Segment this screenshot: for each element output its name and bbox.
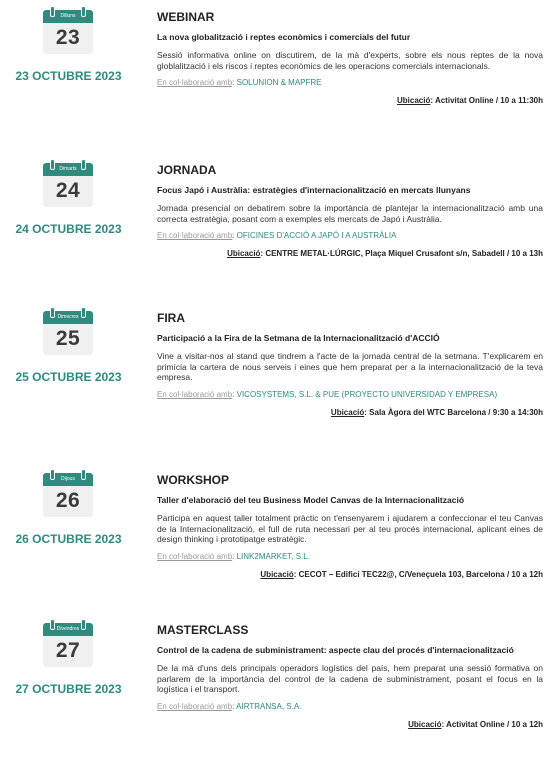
event-location: Ubicació: Activitat Online / 10 a 11:30h	[397, 96, 543, 105]
collaboration-partner: AIRTRANSA, S.A.	[236, 701, 302, 711]
event-type: MASTERCLASS	[157, 623, 249, 637]
event-date: 26 OCTUBRE 2023	[15, 532, 122, 546]
location-value: Activitat Online / 10 a 11:30h	[434, 96, 543, 105]
event-type: WEBINAR	[157, 10, 215, 24]
collaboration-partner: SOLUNION & MAPFRE	[236, 78, 322, 87]
calendar-icon	[43, 10, 93, 54]
calendar-icon	[43, 623, 93, 667]
event-description: Jornada presencial on debatirem sobre la importància de plantejar la internacionalització amb una correcta estratègia, posant com a exemples els mercats de Japó i Austràlia.	[157, 203, 543, 224]
event-title: Taller d'elaboració del teu Business Model Canvas de la Internacionalització	[157, 495, 465, 505]
location-label: Ubicació	[397, 96, 431, 105]
calendar-ring	[50, 469, 55, 480]
event-location: Ubicació: CENTRE METAL·LÚRGIC, Plaça Miquel Crusafont s/n, Sabadell / 10 a 13h	[227, 249, 543, 258]
calendar-day: 26	[55, 489, 81, 512]
calendar-day: 23	[55, 26, 81, 49]
calendar-icon	[43, 163, 93, 207]
event-date: 25 OCTUBRE 2023	[15, 370, 122, 384]
location-label: Ubicació	[227, 249, 261, 258]
event-type: JORNADA	[157, 163, 217, 177]
calendar-weekday: Dimarts	[43, 163, 93, 176]
calendar-ring	[50, 307, 55, 318]
location-value: Sala Àgora del WTC Barcelona / 9:30 a 14:30h	[369, 407, 543, 417]
event-collaboration: En col·laboració amb: OFICINES D'ACCIÓ A JAPÓ I A AUSTRÀLIA	[157, 231, 397, 240]
calendar-day: 27	[55, 639, 81, 662]
event-title: La nova globalització i reptes econòmics i comercials del futur	[157, 32, 411, 42]
location-label: Ubicació	[260, 569, 294, 579]
calendar-weekday: Dimecres	[43, 311, 93, 324]
calendar-ring	[81, 6, 86, 17]
event-location: Ubicació: Sala Àgora del WTC Barcelona / 9:30 a 14:30h	[330, 407, 543, 417]
calendar-icon	[43, 311, 93, 355]
event-title: Participació a la Fira de la Setmana de la Internacionalització d'ACCIÓ	[157, 333, 440, 343]
collaboration-label: En col·laboració amb	[157, 78, 233, 87]
event-description: Sessió informativa online on discutirem, de la mà d'experts, sobre els nous reptes de la nova globlalització i els riscos i reptes econòmics de les operacions comercials internacionals.	[157, 50, 543, 71]
event-location: Ubicació: Activitat Online / 10 a 12h	[408, 719, 543, 729]
event-description: Vine a visitar-nos al stand que tindrem a l'acte de la jornada central de la setmana. T'explicarem en primícia la cartera de nous serveis i eines que hem preparat per a la internacionalització de la teva empresa.	[157, 351, 543, 382]
location-value: CECOT – Edifici TEC22@, C/Veneçuela 103, Barcelona / 10 a 12h	[298, 569, 543, 579]
event-collaboration: En col·laboració amb: SOLUNION & MAPFRE	[157, 78, 322, 87]
collaboration-partner: VICOSYSTEMS, S.L. & PUE (PROYECTO UNIVERSIDAD Y EMPRESA)	[236, 389, 498, 399]
calendar-ring	[81, 307, 86, 318]
event-collaboration: En col·laboració amb: AIRTRANSA, S.A.	[157, 701, 302, 711]
location-value: Activitat Online / 10 a 12h	[446, 719, 543, 729]
event-collaboration: En col·laboració amb: LINK2MARKET, S.L.	[157, 551, 310, 561]
calendar-ring	[50, 619, 55, 630]
collaboration-partner: LINK2MARKET, S.L.	[236, 551, 310, 561]
collaboration-label: En col·laboració amb	[157, 389, 233, 399]
location-label: Ubicació	[330, 407, 365, 417]
collaboration-partner: OFICINES D'ACCIÓ A JAPÓ I A AUSTRÀLIA	[236, 231, 397, 240]
calendar-day: 24	[55, 179, 81, 202]
calendar-ring	[50, 6, 55, 17]
calendar-ring	[50, 159, 55, 170]
event-details	[157, 473, 543, 580]
event-details	[157, 10, 543, 106]
event-description: Participa en aquest taller totalment pràctic on t'ensenyarem i ajudarem a confeccionar el teu Canvas de la Internacionalització, el full de ruta necessari per al teu procés internacional, aplicant eines de design thinking i prototipatge estratègic.	[157, 513, 543, 544]
event-date: 23 OCTUBRE 2023	[15, 69, 122, 83]
calendar-ring	[81, 619, 86, 630]
event-collaboration: En col·laboració amb: VICOSYSTEMS, S.L. & PUE (PROYECTO UNIVERSIDAD Y EMPRESA)	[157, 389, 498, 399]
calendar-weekday: Divendres	[43, 623, 93, 636]
event-type: FIRA	[157, 311, 185, 325]
calendar-ring	[81, 159, 86, 170]
event-title: Focus Japó i Austràlia: estratègies d'internacionalització en mercats llunyans	[157, 185, 471, 195]
event-location: Ubicació: CECOT – Edifici TEC22@, C/Veneçuela 103, Barcelona / 10 a 12h	[260, 569, 543, 579]
event-date: 24 OCTUBRE 2023	[15, 222, 122, 236]
location-value: CENTRE METAL·LÚRGIC, Plaça Miquel Crusafont s/n, Sabadell / 10 a 13h	[265, 249, 543, 258]
event-details	[157, 311, 543, 418]
event-title: Control de la cadena de subministrament: aspecte clau del procés d'internacionalització	[157, 645, 514, 655]
event-description: De la mà d'uns dels principals operadors logístics del país, hem preparat una sessió formativa on parlarem de la importància del control de la cadena de subministrament, posant el focus en la logística i el transport.	[157, 663, 543, 694]
event-details	[157, 163, 543, 259]
calendar-weekday: Dilluns	[43, 10, 93, 23]
calendar-weekday: Dijous	[43, 473, 93, 486]
collaboration-label: En col·laboració amb	[157, 551, 233, 561]
calendar-icon	[43, 473, 93, 517]
location-label: Ubicació	[408, 719, 442, 729]
event-details	[157, 623, 543, 730]
collaboration-label: En col·laboració amb	[157, 231, 233, 240]
calendar-ring	[81, 469, 86, 480]
collaboration-label: En col·laboració amb	[157, 701, 233, 711]
event-date: 27 OCTUBRE 2023	[15, 682, 122, 696]
event-type: WORKSHOP	[157, 473, 229, 487]
calendar-day: 25	[55, 327, 81, 350]
